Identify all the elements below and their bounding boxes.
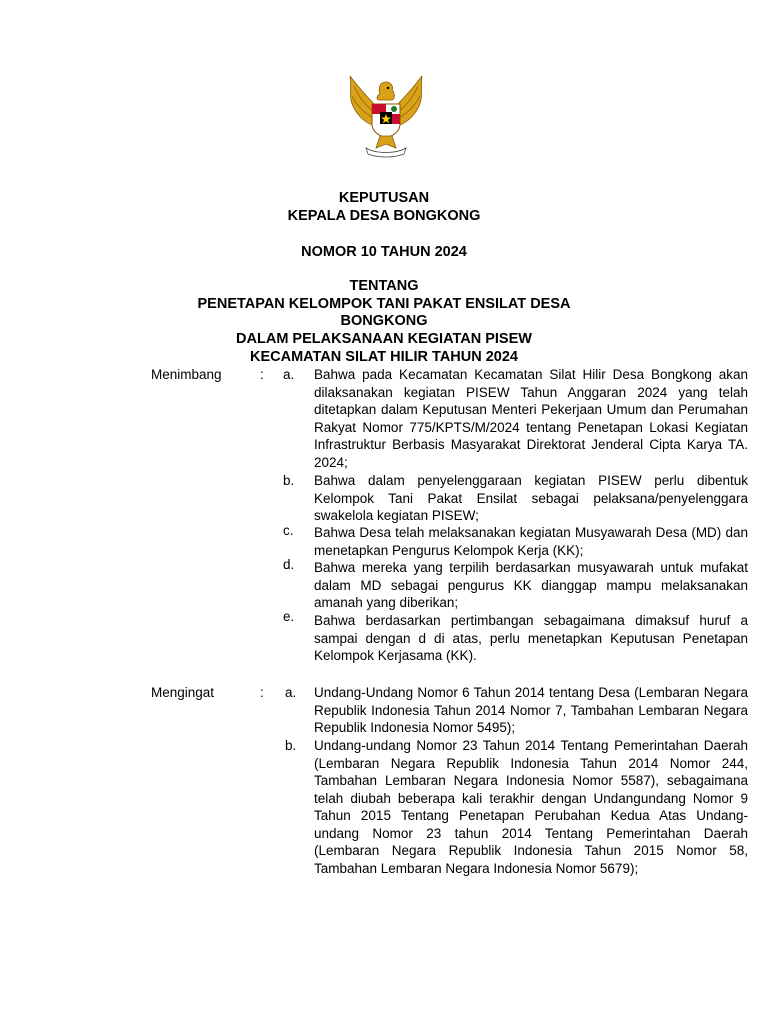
menimbang-item-b-text: Bahwa dalam penyelenggaraan kegiatan PISEW perlu dibentuk Kelompok Tani Pakat Ensilat sebagai pelaksana/penyelenggara swakelola kegiatan PISEW; (314, 473, 748, 523)
garuda-pancasila-emblem (340, 74, 432, 160)
subject-line-3: DALAM PELAKSANAAN KEGIATAN PISEW (236, 331, 532, 347)
mengingat-colon: : (260, 685, 264, 700)
menimbang-item-a-text: Bahwa pada Kecamatan Kecamatan Silat Hilir Desa Bongkong akan dilaksanakan kegiatan PISEW Tahun Anggaran 2024 yang telah ditetapkan dalam Keputusan Menteri Pekerjaan Umum dan Perumahan Rakyat Nomor 775/KPTS/M/2024 tentang Penetapan Lokasi Kegiatan Infrastruktur Berbasis Masyarakat Direktorat Jenderal Cipta Karya TA. 2024; (314, 367, 748, 470)
issuer-title: KEPALA DESA BONGKONG (287, 208, 481, 224)
menimbang-item-c-text: Bahwa Desa telah melaksanakan kegiatan Musyawarah Desa (MD) dan menetapkan Pengurus Kelompok Kerja (KK); (314, 525, 748, 558)
menimbang-item-e-text: Bahwa berdasarkan pertimbangan sebagaimana dimaksuf huruf a sampai dengan d di atas, perlu menetapkan Keputusan Penetapan Kelompok Kerjasama (KK). (314, 613, 748, 663)
menimbang-label: Menimbang (151, 367, 222, 382)
mengingat-label: Mengingat (151, 685, 215, 700)
mengingat-item-a-text: Undang-Undang Nomor 6 Tahun 2014 tentang Desa (Lembaran Negara Republik Indonesia Tahun 2014 Nomor 7, Tambahan Lembaran Negara Republik Indonesia Nomor 5495); (314, 685, 748, 735)
menimbang-item-d-text: Bahwa mereka yang terpilih berdasarkan musyawarah untuk mufakat dalam MD sebagai pengurus KK dianggap mampu melaksanakan amanah yang diberikan; (314, 560, 748, 610)
decree-number: NOMOR 10 TAHUN 2024 (301, 244, 467, 260)
about-heading: TENTANG (349, 278, 419, 294)
menimbang-colon: : (260, 367, 264, 382)
decree-title: KEPUTUSAN (338, 190, 430, 206)
mengingat-item-b-letter: b. (285, 738, 297, 753)
menimbang-item-a-letter: a. (283, 367, 295, 382)
menimbang-item-b-letter: b. (283, 473, 295, 488)
menimbang-item-c-letter: c. (283, 523, 294, 538)
subject-line-4: KECAMATAN SILAT HILIR TAHUN 2024 (250, 349, 518, 365)
menimbang-item-e-letter: e. (283, 609, 295, 624)
mengingat-item-b-text: Undang-undang Nomor 23 Tahun 2014 Tentang Pemerintahan Daerah (Lembaran Negara Republik Indonesia Tahun 2014 Nomor 244, Tambahan Lembaran Negara Indonesia Nomor 5587), sebagaimana telah diubah beberapa kali terakhir dengan Undangundang Nomor 9 Tahun 2015 Tentang Penetapan Perubahan Kedua Atas Undang-undang Nomor 23 tahun 2014 Tentang Pemerintahan Daerah (Lembaran Negara Republik Indonesia Tahun 2015 Nomor 58, Tambahan Lembaran Negara Indonesia Nomor 5679); (314, 738, 748, 876)
menimbang-item-d-letter: d. (283, 557, 295, 572)
mengingat-item-a-letter: a. (285, 685, 297, 700)
subject-line-2: BONGKONG (340, 313, 428, 329)
subject-line-1: PENETAPAN KELOMPOK TANI PAKAT ENSILAT DESA (197, 296, 571, 312)
